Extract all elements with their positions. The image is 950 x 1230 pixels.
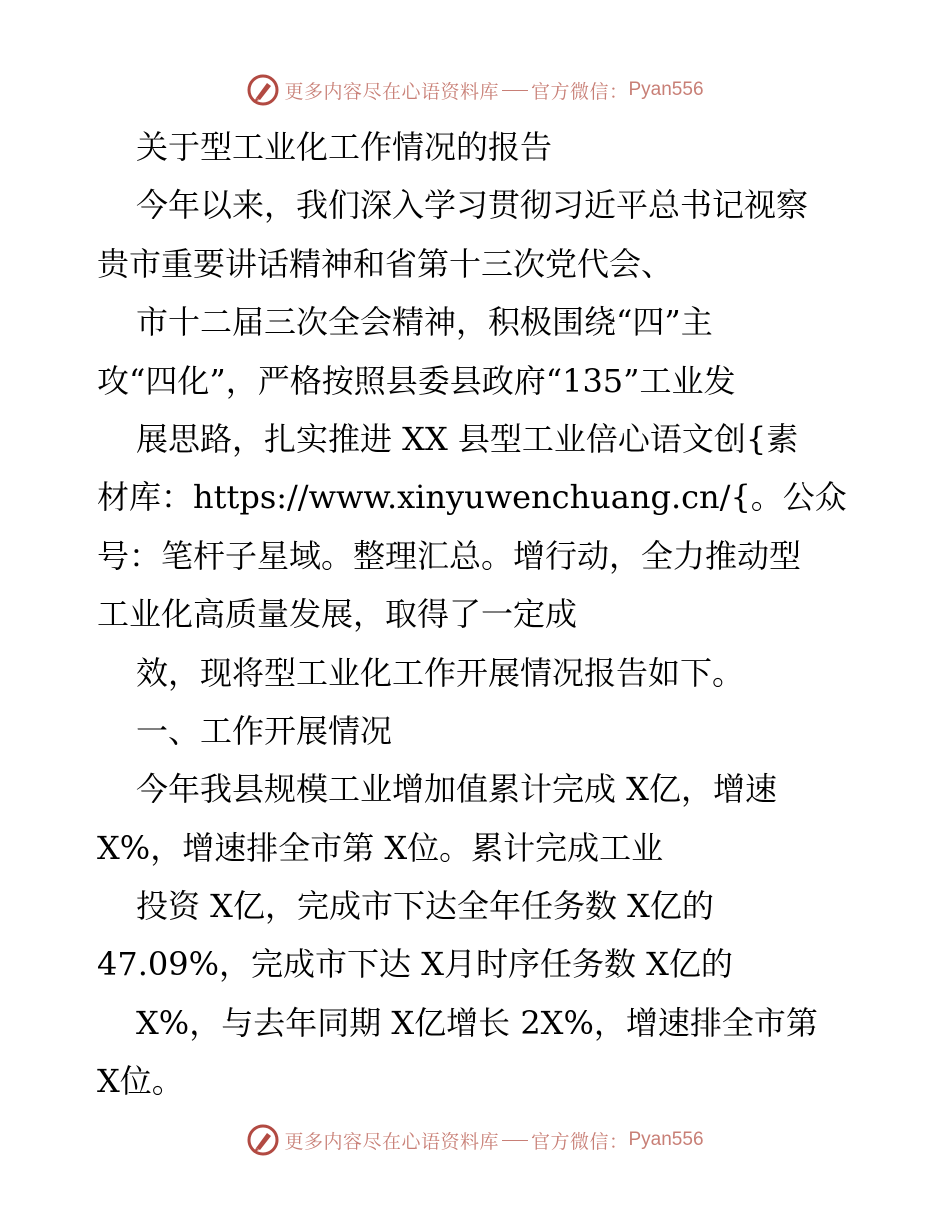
pen-circle-icon: [246, 1123, 280, 1157]
text-line: 工业化高质量发展，取得了一定成: [97, 595, 578, 634]
text-line: 号：笔杆子星域。整理汇总。增行动，全力推动型: [97, 536, 802, 575]
text-line: 材库：https://www.xinyuwenchuang.cn/{。公众: [97, 478, 847, 517]
footer-banner: [0, 1120, 950, 1160]
text-line: X%，增速排全市第 X位。累计完成工业: [97, 828, 664, 867]
banner-text: 更多内容尽在心语资料库: [284, 1130, 499, 1153]
text-line: 47.09%，完成市下达 X月时序任务数 X亿的: [97, 945, 733, 984]
banner-wechat-id: Pyan556: [628, 79, 704, 100]
banner-text: 更多内容尽在心语资料库: [284, 80, 499, 103]
section-heading: 一、工作开展情况: [136, 711, 393, 750]
text-line: X%，与去年同期 X亿增长 2X%，增速排全市第: [136, 1003, 818, 1042]
text-line: 贵市重要讲话精神和省第十三次党代会、: [97, 244, 674, 283]
text-line: 今年以来，我们深入学习贯彻习近平总书记视察: [136, 186, 809, 225]
text-line: 今年我县规模工业增加值累计完成 X亿，增速: [136, 770, 777, 809]
text-line: X位。: [97, 1062, 184, 1101]
document-body: [97, 118, 867, 1111]
document-title: 关于型工业化工作情况的报告: [136, 128, 553, 166]
text-line: 效，现将型工业化工作开展情况报告如下。: [136, 653, 745, 692]
banner-official-label: 官方微信：: [530, 1130, 629, 1153]
text-line: 攻“四化”，严格按照县委县政府“135”工业发: [97, 361, 736, 400]
text-line: 市十二届三次全会精神，积极围绕“四”主: [136, 303, 713, 342]
banner-official-label: 官方微信：: [530, 80, 629, 103]
pen-circle-icon: [246, 73, 280, 107]
banner-separator: [502, 1140, 528, 1141]
banner-wechat-id: Pyan556: [628, 1129, 704, 1150]
text-line: 投资 X亿，完成市下达全年任务数 X亿的: [136, 887, 714, 926]
text-line: 展思路，扎实推进 XX 县型工业倍心语文创{素: [136, 419, 799, 458]
header-banner: [0, 70, 950, 110]
banner-separator: [502, 90, 528, 91]
